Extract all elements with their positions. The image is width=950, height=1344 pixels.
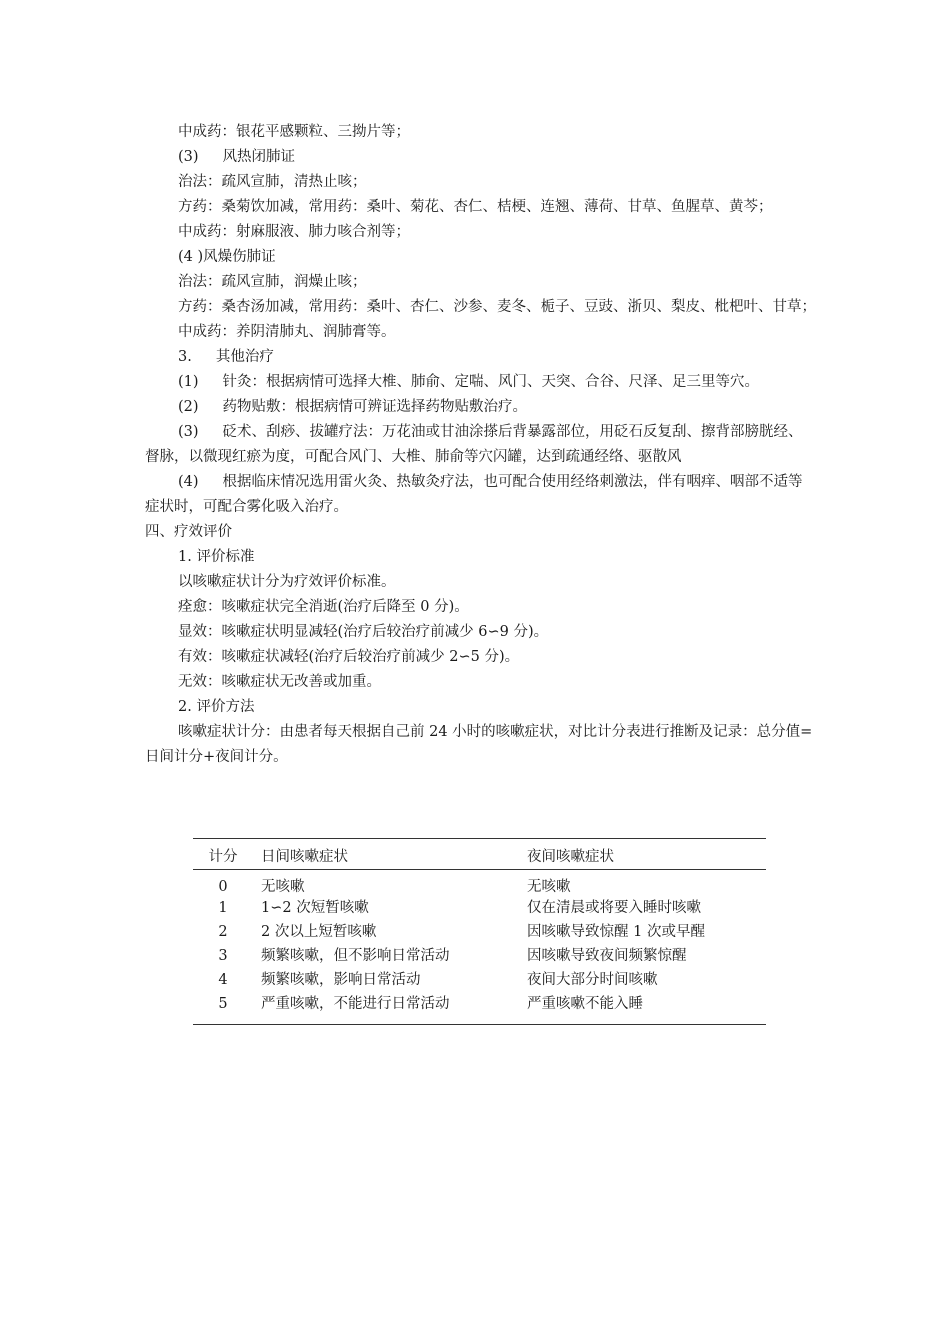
- paragraph-text: 以咳嗽症状计分为疗效评价标准。: [178, 574, 396, 590]
- table-row: [193, 920, 766, 944]
- cell-score: 2: [218, 924, 228, 940]
- table-row: [193, 870, 766, 897]
- paragraph-text: 治法：疏风宣肺，清热止咳；: [178, 174, 367, 190]
- cell-day-symptom: 频繁咳嗽，但不影响日常活动: [261, 948, 450, 964]
- cell-night-symptom: 夜间大部分时间咳嗽: [527, 972, 658, 988]
- table-row: [193, 968, 766, 992]
- cell-score: 4: [218, 972, 228, 988]
- cell-day-symptom: 1∽2 次短暂咳嗽: [261, 900, 369, 916]
- cell-night-symptom: 因咳嗽导致夜间频繁惊醒: [527, 948, 687, 964]
- paragraph-text: 中成药：养阴清肺丸、润肺膏等。: [178, 324, 396, 340]
- paragraph: [145, 620, 817, 645]
- paragraph: [145, 520, 817, 545]
- paragraph-text: 痊愈：咳嗽症状完全消逝(治疗后降至 0 分)。: [178, 599, 469, 615]
- paragraph: [145, 670, 817, 695]
- paragraph-text: 显效：咳嗽症状明显减轻(治疗后较治疗前减少 6∽9 分)。: [178, 624, 549, 640]
- header-day-symptoms: 日间咳嗽症状: [253, 839, 527, 870]
- paragraph-text: 有效：咳嗽症状减轻(治疗后较治疗前减少 2∽5 分)。: [178, 649, 520, 665]
- paragraph: [145, 395, 817, 420]
- paragraph-text: 治法：疏风宣肺，润燥止咳；: [178, 274, 367, 290]
- cough-score-table: [193, 838, 766, 1025]
- paragraph: [145, 245, 817, 270]
- table-row: [193, 896, 766, 920]
- paragraph-text: 针灸：根据病情可选择大椎、肺俞、定喘、风门、天突、合谷、尺泽、足三里等穴。: [222, 374, 760, 390]
- table-header: [193, 839, 766, 870]
- paragraph-text: 方药：桑菊饮加减，常用药：桑叶、菊花、杏仁、桔梗、连翘、薄荷、甘草、鱼腥草、黄芩；: [178, 199, 773, 215]
- paragraph: [145, 545, 817, 570]
- paragraph: [145, 220, 817, 245]
- cell-day-symptom: 2 次以上短暂咳嗽: [261, 924, 377, 940]
- paragraph: [145, 695, 817, 720]
- paragraph-text: 根据临床情况选用雷火灸、热敏灸疗法，也可配合使用经络刺激法，伴有咽痒、咽部不适等症状时，可配合雾化吸入治疗。: [145, 474, 803, 515]
- cell-day-symptom: 严重咳嗽，不能进行日常活动: [261, 996, 450, 1012]
- paragraph-text: 2. 评价方法: [178, 699, 255, 715]
- cough-score-table-wrapper: [193, 838, 766, 1025]
- paragraph: [145, 420, 817, 470]
- table-row: [193, 992, 766, 1025]
- document-body: [145, 120, 817, 770]
- paragraph-number: (1): [178, 374, 199, 390]
- table-row: [193, 944, 766, 968]
- paragraph: [145, 345, 817, 370]
- table-header-row: [193, 839, 766, 870]
- paragraph-text: 中成药：银花平感颗粒、三拗片等；: [178, 124, 410, 140]
- paragraph-text: 风热闭肺证: [222, 149, 296, 165]
- cell-score: 0: [218, 879, 228, 895]
- paragraph-number: (2): [178, 399, 199, 415]
- header-score: 计分: [193, 839, 253, 870]
- paragraph-text: 无效：咳嗽症状无改善或加重。: [178, 674, 381, 690]
- paragraph-text: 药物贴敷：根据病情可辨证选择药物贴敷治疗。: [222, 399, 528, 415]
- paragraph: [145, 570, 817, 595]
- paragraph: [145, 470, 817, 520]
- paragraph-number: (3): [178, 149, 199, 165]
- paragraph: [145, 145, 817, 170]
- paragraph: [145, 120, 817, 145]
- paragraph: [145, 170, 817, 195]
- paragraph: [145, 195, 817, 220]
- paragraph-text: 中成药：射麻服液、肺力咳合剂等；: [178, 224, 410, 240]
- cell-night-symptom: 仅在清晨或将要入睡时咳嗽: [527, 900, 701, 916]
- paragraph-text: 砭术、刮痧、拔罐疗法：万花油或甘油涂搽后背暴露部位，用砭石反复刮、擦背部膀胱经、督脉，以微现红瘀为度，可配合风门、大椎、肺俞等穴闪罐，达到疏通经络、驱散风: [145, 424, 803, 465]
- paragraph-number: (3): [178, 424, 199, 440]
- paragraph: [145, 270, 817, 295]
- paragraph-text: 咳嗽症状计分：由患者每天根据自己前 24 小时的咳嗽症状，对比计分表进行推断及记录：总分值=日间计分+夜间计分。: [145, 724, 813, 765]
- cell-night-symptom: 因咳嗽导致惊醒 1 次或早醒: [527, 924, 705, 940]
- paragraph: [145, 595, 817, 620]
- paragraph: [145, 645, 817, 670]
- paragraph-number: (4): [178, 474, 199, 490]
- header-night-symptoms: 夜间咳嗽症状: [527, 839, 766, 870]
- cell-score: 1: [218, 900, 228, 916]
- paragraph: [145, 295, 817, 320]
- cell-score: 5: [218, 996, 228, 1012]
- paragraph-text: (4 )风燥伤肺证: [178, 249, 276, 265]
- paragraph: [145, 370, 817, 395]
- cell-day-symptom: 无咳嗽: [261, 879, 305, 895]
- paragraph: [145, 720, 817, 770]
- paragraph-text: 其他治疗: [215, 349, 274, 365]
- paragraph: [145, 320, 817, 345]
- paragraph-text: 1. 评价标准: [178, 549, 255, 565]
- paragraph-text: 四、疗效评价: [145, 524, 232, 540]
- table-body: [193, 870, 766, 1025]
- paragraph-number: 3.: [178, 349, 192, 365]
- cell-night-symptom: 严重咳嗽不能入睡: [527, 996, 643, 1012]
- cell-night-symptom: 无咳嗽: [527, 879, 571, 895]
- cell-day-symptom: 频繁咳嗽，影响日常活动: [261, 972, 421, 988]
- cell-score: 3: [218, 948, 228, 964]
- paragraph-text: 方药：桑杏汤加减，常用药：桑叶、杏仁、沙参、麦冬、栀子、豆豉、浙贝、梨皮、枇杷叶、甘草；: [178, 299, 816, 315]
